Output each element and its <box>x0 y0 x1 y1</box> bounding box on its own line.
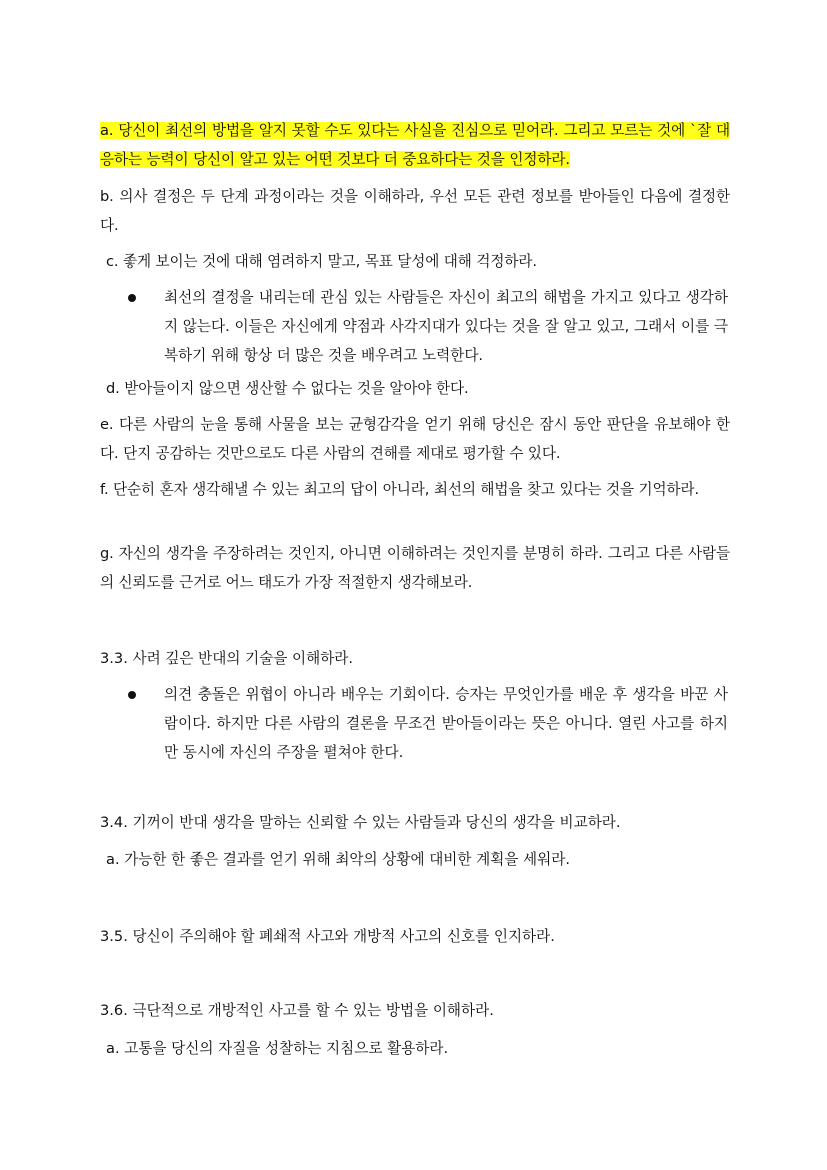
paragraph-f: f. 단순히 혼자 생각해낼 수 있는 최고의 답이 아니라, 최선의 해법을 찾고 있다는 것을 기억하라. <box>100 481 700 498</box>
highlighted-text: a. 당신이 최선의 방법을 알지 못할 수도 있다는 사실을 진심으로 믿어라. 그리고 모르는 것에 `잘 대응하는 능력이 당신이 알고 있는 어떤 것보다 더 중요하다는 것을 인정하라. <box>100 122 730 168</box>
section-heading-3-6: 3.6. 극단적으로 개방적인 사고를 할 수 있는 방법을 이해하라. <box>100 1002 494 1019</box>
bullet-dot-icon <box>128 294 136 302</box>
paragraph-d: d. 받아들이지 않으면 생산할 수 없다는 것을 알아야 한다. <box>106 380 469 397</box>
bullet-text-2: 의견 충돌은 위협이 아니라 배우는 기회이다. 승자는 무엇인가를 배운 후 생각을 바꾼 사람이다. 하지만 다른 사람의 결론을 무조건 받아들이라는 뜻은 아니다. 열린 사고를 하지만 동시에 자신의 주장을 펼쳐야 한다. <box>164 686 728 761</box>
paragraph-b: b. 의사 결정은 두 단계 과정이라는 것을 이해하라, 우선 모든 관련 정보를 받아들인 다음에 결정한다. <box>100 188 730 234</box>
paragraph-e: e. 다른 사람의 눈을 통해 사물을 보는 균형감각을 얻기 위해 당신은 잠시 동안 판단을 유보해야 한다. 단지 공감하는 것만으로도 다른 사람의 견해를 제대로 평가할 수 있다. <box>100 416 730 462</box>
section-heading-3-4: 3.4. 기꺼이 반대 생각을 말하는 신뢰할 수 있는 사람들과 당신의 생각을 비교하라. <box>100 814 621 831</box>
paragraph-c: c. 좋게 보이는 것에 대해 염려하지 말고, 목표 달성에 대해 걱정하라. <box>106 253 537 270</box>
paragraph-g: g. 자신의 생각을 주장하려는 것인지, 아니면 이해하려는 것인지를 분명히 하라. 그리고 다른 사람들의 신뢰도를 근거로 어느 태도가 가장 적절한지 생각해보라. <box>100 545 730 591</box>
paragraph-3-4-a: a. 가능한 한 좋은 결과를 얻기 위해 최악의 상황에 대비한 계획을 세워라. <box>106 851 570 868</box>
bullet-text-1: 최선의 결정을 내리는데 관심 있는 사람들은 자신이 최고의 해법을 가지고 있다고 생각하지 않는다. 이들은 자신에게 약점과 사각지대가 있다는 것을 잘 알고 있고, 그래서 이를 극복하기 위해 항상 더 많은 것을 배우려고 노력한다. <box>164 289 728 364</box>
bullet-item-1 <box>128 283 728 370</box>
bullet-dot-icon <box>128 691 136 699</box>
bullet-item-2 <box>128 680 728 767</box>
paragraph-3-6-a: a. 고통을 당신의 자질을 성찰하는 지침으로 활용하라. <box>106 1040 449 1057</box>
section-heading-3-3: 3.3. 사려 깊은 반대의 기술을 이해하라. <box>100 650 354 667</box>
paragraph-a-highlighted <box>100 116 730 174</box>
section-heading-3-5: 3.5. 당신이 주의해야 할 폐쇄적 사고와 개방적 사고의 신호를 인지하라. <box>100 928 555 945</box>
